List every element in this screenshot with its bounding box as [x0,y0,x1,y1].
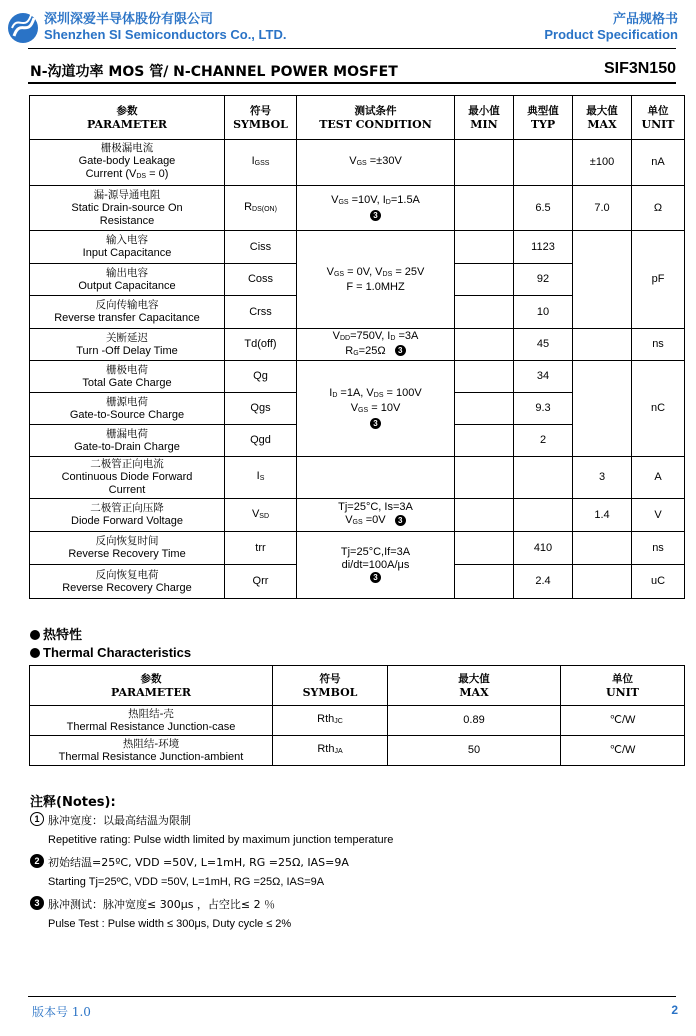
note-3-cn: 脉冲测试：脉冲宽度≤ 300μs ，占空比≤ 2 ％ [48,898,276,911]
symbol-cell: $I_{GSS}$ [225,140,297,186]
typ-cell: 6.5 [514,186,573,231]
typ-cell: 10 [514,296,573,329]
symbol-cell: Rth$_{JC}$ [273,706,388,736]
table-header-row [30,96,685,140]
symbol-cell: $R_{DS(ON)}$ [225,186,297,231]
table-row [30,361,685,393]
table-row [30,329,685,361]
header-typ: 典型值 TYP [514,96,573,140]
page-number: 2 [671,1003,678,1017]
param-cell: 关断延迟 Turn -Off Delay Time [30,329,225,361]
condition-cell: $I_D =1A$, $V_{DS} = 100V$ $V_{GS} = 10V$ 3 [297,361,455,457]
version-label: 版本号 1.0 [32,1005,91,1019]
max-cell: 3 [573,457,632,499]
typ-cell: 9.3 [514,393,573,425]
symbol-cell: $V_{SD}$ [225,499,297,532]
min-cell [455,140,514,186]
param-cell: 热阻结-环境 Thermal Resistance Junction-ambient [30,736,273,766]
spec-label-en: Product Specification [544,27,678,42]
spec-label-cn: 产品规格书 [612,12,678,27]
min-cell [455,457,514,499]
symbol-cell: Crss [225,296,297,329]
symbol-cell: Qgd [225,425,297,457]
min-cell [455,393,514,425]
typ-cell: 410 [514,532,573,565]
header-symbol: 符号 SYMBOL [273,666,388,706]
notes-title: 注释(Notes): [30,795,116,810]
note-2-cn: 初始结温=25ºC, VDD =50V, L=1mH, RG =25Ω, IAS=9A [48,856,349,869]
condition-cell [297,457,455,499]
max-cell: 1.4 [573,499,632,532]
typ-cell: 34 [514,361,573,393]
symbol-cell: $I_S$ [225,457,297,499]
table-row [30,499,685,532]
condition-cell: Tj=25°C, Is=3A $V_{GS} =0V$ 3 [297,499,455,532]
unit-cell: nA [632,140,685,186]
header-min: 最小值 MIN [455,96,514,140]
electrical-characteristics-table [29,95,685,599]
typ-cell: 2.4 [514,565,573,599]
unit-cell: ns [632,329,685,361]
company-name-cn: 深圳深爱半导体股份有限公司 [44,12,214,27]
typ-cell: 92 [514,264,573,296]
max-cell [573,565,632,599]
symbol-cell: trr [225,532,297,565]
condition-cell: $V_{GS} =10V$, $I_D=1.5A$ 3 [297,186,455,231]
param-cell: 反向恢复时间 Reverse Recovery Time [30,532,225,565]
condition-cell: $V_{DD}=750V$, $I_D =3A$ $R_G=25\Omega$ 3 [297,329,455,361]
unit-cell: A [632,457,685,499]
typ-cell [514,140,573,186]
unit-cell: ℃/W [561,736,685,766]
note-3-marker: 3 [370,210,381,221]
note-3-marker: 3 [370,418,381,429]
symbol-cell: Qgs [225,393,297,425]
typ-cell: 1123 [514,231,573,264]
note-1-cn: 脉冲宽度：以最高结温为限制 [48,814,191,827]
header-max: 最大值 MAX [573,96,632,140]
unit-cell: pF [632,231,685,329]
param-cell: 反向传输电容 Reverse transfer Capacitance [30,296,225,329]
document-title: N-沟道功率 MOS 管/ N-CHANNEL POWER MOSFET [30,64,398,80]
param-cell: 二极管正向电流 Continuous Diode Forward Current [30,457,225,499]
header-condition: 测试条件 TEST CONDITION [297,96,455,140]
symbol-cell: Td(off) [225,329,297,361]
table-row [30,706,685,736]
param-cell: 输入电容 Input Capacitance [30,231,225,264]
note-3-marker: 3 [395,515,406,526]
param-cell: 栅源电荷 Gate-to-Source Charge [30,393,225,425]
symbol-cell: Ciss [225,231,297,264]
note-3-marker: 3 [395,345,406,356]
param-cell: 漏-源导通电阻 Static Drain-source On Resistance [30,186,225,231]
table-row [30,532,685,565]
note-1-marker: 1 [30,812,44,826]
unit-cell: nC [632,361,685,457]
min-cell [455,329,514,361]
min-cell [455,532,514,565]
note-2-en: Starting Tj=25ºC, VDD =50V, L=1mH, RG =25Ω, IAS=9A [48,876,325,888]
condition-cell: $V_{GS} = 0V$, $V_{DS} = 25V$ F = 1.0MHZ [297,231,455,329]
param-cell: 栅极漏电流 Gate-body Leakage Current $(V_{DS} = 0)$ [30,140,225,186]
symbol-cell: Rth$_{JA}$ [273,736,388,766]
typ-cell [514,457,573,499]
note-1-en: Repetitive rating: Pulse width limited by maximum junction temperature [48,834,394,846]
thermal-title-cn: 热特性 [30,624,82,643]
company-logo [6,8,40,46]
symbol-cell: Qg [225,361,297,393]
header-symbol: 符号 SYMBOL [225,96,297,140]
unit-cell: Ω [632,186,685,231]
param-cell: 热阻结-壳 Thermal Resistance Junction-case [30,706,273,736]
max-cell [573,329,632,361]
typ-cell: 2 [514,425,573,457]
header-unit: 单位 UNIT [632,96,685,140]
bullet-icon [30,630,40,640]
header-max: 最大值 MAX [388,666,561,706]
unit-cell: uC [632,565,685,599]
symbol-cell: Qrr [225,565,297,599]
min-cell [455,296,514,329]
min-cell [455,264,514,296]
min-cell [455,499,514,532]
min-cell [455,186,514,231]
max-cell: 50 [388,736,561,766]
param-cell: 反向恢复电荷 Reverse Recovery Charge [30,565,225,599]
unit-cell: ℃/W [561,706,685,736]
unit-cell: ns [632,532,685,565]
min-cell [455,565,514,599]
condition-cell: Tj=25°C,If=3A di/dt=100A/μs 3 [297,532,455,599]
bullet-icon [30,648,40,658]
table-row [30,457,685,499]
max-cell: 7.0 [573,186,632,231]
part-number: SIF3N150 [603,60,676,77]
note-3-en: Pulse Test : Pulse width ≤ 300μs, Duty cycle ≤ 2% [48,918,292,930]
max-cell: 0.89 [388,706,561,736]
param-cell: 栅极电荷 Total Gate Charge [30,361,225,393]
table-row [30,231,685,264]
param-cell: 二极管正向压降 Diode Forward Voltage [30,499,225,532]
min-cell [455,231,514,264]
param-cell: 栅漏电荷 Gate-to-Drain Charge [30,425,225,457]
header-unit: 单位 UNIT [561,666,685,706]
header-parameter: 参数 PARAMETER [30,96,225,140]
header-parameter: 参数 PARAMETER [30,666,273,706]
table-row [30,186,685,231]
company-name-en: Shenzhen SI Semiconductors Co., LTD. [44,27,287,42]
title-divider [28,82,676,84]
table-row [30,736,685,766]
min-cell [455,361,514,393]
thermal-title-en: Thermal Characteristics [30,645,191,660]
typ-cell [514,499,573,532]
unit-cell: V [632,499,685,532]
max-cell [573,361,632,457]
max-cell [573,532,632,565]
table-header-row [30,666,685,706]
note-2-marker: 2 [30,854,44,868]
note-3-marker: 3 [30,896,44,910]
symbol-cell: Coss [225,264,297,296]
thermal-characteristics-table [29,665,685,766]
header-divider [28,48,676,49]
table-row [30,140,685,186]
condition-cell: $V_{GS} =\pm 30V$ [297,140,455,186]
typ-cell: 45 [514,329,573,361]
min-cell [455,425,514,457]
max-cell: ±100 [573,140,632,186]
max-cell [573,231,632,329]
note-3-marker: 3 [370,572,381,583]
param-cell: 输出电容 Output Capacitance [30,264,225,296]
footer-divider [28,996,676,997]
